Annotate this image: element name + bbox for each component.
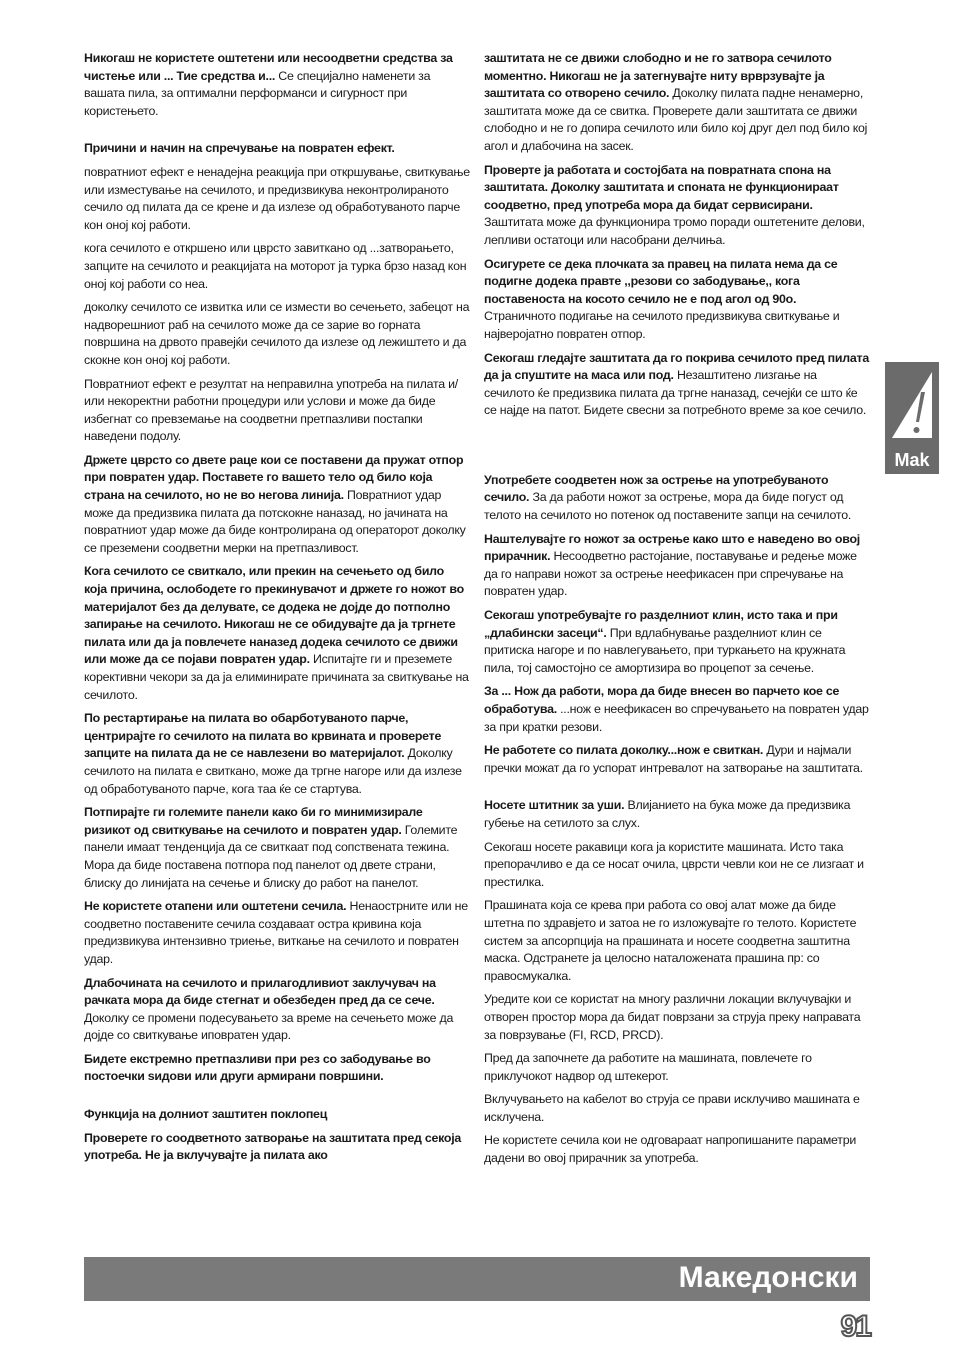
- paragraph: Осигурете се дека плочката за правец на пилата нема да се подигне додека правте ,,резови со забодување,, кога поставеноста на косото сечило не е под агол од 90o. Страничното подигање на сечилото предизвикува свиткување и најверојатно повратен отпор.: [484, 256, 840, 341]
- right-column: [484, 50, 870, 1174]
- paragraph: Бидете екстремно претпазливи при рез со забодување во постоечки ѕидови или други армирани површини.: [84, 1051, 431, 1084]
- paragraph: доколку сечилото се извитка или се измести во сечењето, забецот на надворешниот раб на сечилото може да се зарие во горната површина на дрвото правејќи сечилото да излезе од лежиштето и да скокне кон оној кој работи.: [84, 300, 470, 367]
- warning-exclamation-icon: [890, 370, 934, 442]
- paragraph: Прашината која се крева при работа со овој алат може да биде штетна по здравјето и затоа не го изложувајте го телото. Користете систем за апсорпција на прашината и носете соодветна заштитна маска. Одстранете ја целосно наталожената прашина пр: со правосмукалка.: [484, 898, 857, 983]
- paragraph: По рестартирање на пилата во обарботуваното парче, центрирајте го сечилото на пилата во крвината и проверете запците на пилата да не се навлезени во материјалот. Доколку сечилото на пилата е свиткано, може да тргне нагоре или да излезе од обработуваното парче, кога таа ќе се стартува.: [84, 711, 462, 796]
- paragraph: Не работете со пилата доколку...нож е свиткан. Дури и најмали пречки можат да го успорат интревалот на затворање на заштитата.: [484, 743, 863, 775]
- paragraph: Држете цврсто со двете раце кои се поставени да пружат отпор при повратен удар. Поставете го вашето тело од било која страна на сечилото, но не во негова линија. Повратниот удар може да предизвика пилата да потскокне наназад, но јачината на повратниот удар може да биде контролирана од операторот доколку се преземени соодветни мерки на претпазливост.: [84, 452, 466, 555]
- left-column: [84, 50, 470, 1171]
- paragraph: заштитата не се движи слободно и не го затвора сечилото моментно. Никогаш не ја затегнувајте ниту врврзувајте ја заштитата со отворено сечило. Доколку пилата падне ненамерно, заштитата може да се свитка. Проверете дали заштитата се движи слободно и не го допира сечилото или било кој друг дел под било кој агол и длабочина на засек.: [484, 51, 868, 153]
- paragraph: Употребете соодветен нож за острење на употребуваното сечило. За да работи ножот за острење, мора да биде погуст од телото на сечилото но потенок од поставените запци на сечилото.: [484, 472, 852, 523]
- paragraph: Секогаш употребувајте го разделниот клин, исто така и при „длабински засеци“. При вдлабнување разделниот клин се притиска нагоре и по навлегувањето, при туркањето на кружната пила, тој самостојно се амортизира во процепот за сечење.: [484, 608, 846, 675]
- paragraph: Проверете го соодветното затворање на заштитата пред секоја употреба. Не ја вклучувајте ја пилата ако: [84, 1130, 462, 1163]
- language-title: Македонски: [678, 1261, 858, 1294]
- paragraph: Уредите кои се користат на многу различни локации вклучувајки и отворен простор мора да бидат поврзани за струја преку направата за поврзување (FI, RCD, PRCD).: [484, 992, 861, 1042]
- paragraph: Проверте ја работата и состојбата на повратната спона на заштитата. Доколку заштитата и споната не функционираат соодветно, пред употреба мора да бидат сервисирани. Заштитата може да функционира тромо поради оштетените делови, лепливи остатоци или насобрани делчиња.: [484, 162, 865, 247]
- paragraph: Никогаш не користете оштетени или несоодветни средства за чистење или ... Тие средства и... Се специјално наменети за вашата пила, за оптимални перформанси и сигурност при користењето.: [84, 51, 453, 118]
- paragraph: Длабочината на сечилото и прилагодливиот заклучувач на рачката мора да биде стегнат и обезбеден пред да се сече. Доколку се промени подесувањето за време на сечењето може да дојде со свиткување иповратен удар.: [84, 975, 454, 1043]
- paragraph: Кога сечилото се свиткало, или прекин на сечењето од било која причина, ослободете го прекинувачот и држете го ножот во материјалот без да делувате, се додека не дојде до потполно запирање на сечилото. Никогаш не се обидувајте да ја тргнете пилата или да ја повлечете наназед додека сечилото се движи или може да се појави повратен удар. Испитајте ги и преземете корективни чекори за да ја елиминирате причината за свиткување на сечилото.: [84, 564, 469, 702]
- paragraph: Пред да започнете да работите на машината, повлечете го приклучокот надвор од штекерот.: [484, 1051, 812, 1083]
- section-heading: Причини и начин на спречување на повратен ефект.: [84, 141, 395, 156]
- paragraph: Повратниот ефект е резултат на неправилна употреба на пилата и/или некоректни работни процедури или услови и може да биде избегнат со превземање на соодветни претпазливи постапки наведени подолу.: [84, 376, 458, 444]
- page-number: 91: [840, 1310, 870, 1343]
- paragraph: Секогаш носете ракавици кога ја користите машината. Исто така препорачливо е да се носат очила, цврсти чевли кои не се лизгаат и престилка.: [484, 839, 864, 889]
- paragraph: Носете штитник за уши. Влијанието на бука може да предизвика губење на сетилото за слух.: [484, 798, 851, 830]
- side-tab-label: Mak: [894, 450, 930, 470]
- paragraph: Вклучувањето на кабелот во струја се прави исклучиво машината е исклучена.: [484, 1092, 860, 1124]
- paragraph: Не користете отапени или оштетени сечила. Ненаострните или не соодветно поставените сечила создаваат остра кривина која предизвикува интензивно триење, виткање на сечилото и повратен удар.: [84, 899, 468, 966]
- paragraph: Наштелувајте го ножот за острење како што е наведено во овој прирачник. Несоодветно растојание, поставување и редење може да го направи ножот за острење неефикасен при спречување на повратен удар.: [484, 531, 860, 599]
- paragraph: Не користете сечила кои не одговараат напропишаните параметри дадени во овој прирачник за употреба.: [484, 1133, 857, 1166]
- language-side-tab: [885, 362, 939, 474]
- paragraph: кога сечилото е откршено или цврсто завиткано од ...затворањето, запците на сечилото и реакцијата на моторот ја турка брзо назад кон оној кој работи со неа.: [84, 241, 467, 291]
- paragraph: За ... Нож да работи, мора да биде внесен во парчето кое се обработува. ...нож е неефикасен во спречувањето на повратен удар за при кратки резови.: [484, 684, 869, 734]
- paragraph: повратниот ефект е ненадејна реакција при откршување, свиткување или изместување на сечилото, и предизвикува неконтролираното сечило од пилата да се крене и да излезе од обработуваното парче кон оној кој работи.: [84, 164, 470, 232]
- paragraph: Потпирајте ги големите панели како би го минимизирале ризикот од свиткување на сечилото и повратен удар. Големите панели имаат тенденција да се свиткаат под сопствената тежина. Мора да биде поставена потпора под панелот од двете страни, блиску до линијата на сечење и блиску до работ на панелот.: [84, 805, 458, 890]
- section-heading: Функција на долниот заштитен поклопец: [84, 1107, 328, 1122]
- language-bar: [84, 1257, 870, 1301]
- paragraph: Секогаш гледајте заштитата да го покрива сечилото пред пилата да ја спуштите на маса или под. Незаштитено лизгање на сечилото ќе предизвика пилата да тргне наназад, сечејќи се што ќе се најде на патот. Бидете свесни за потребното време за кое сечило.: [484, 350, 870, 418]
